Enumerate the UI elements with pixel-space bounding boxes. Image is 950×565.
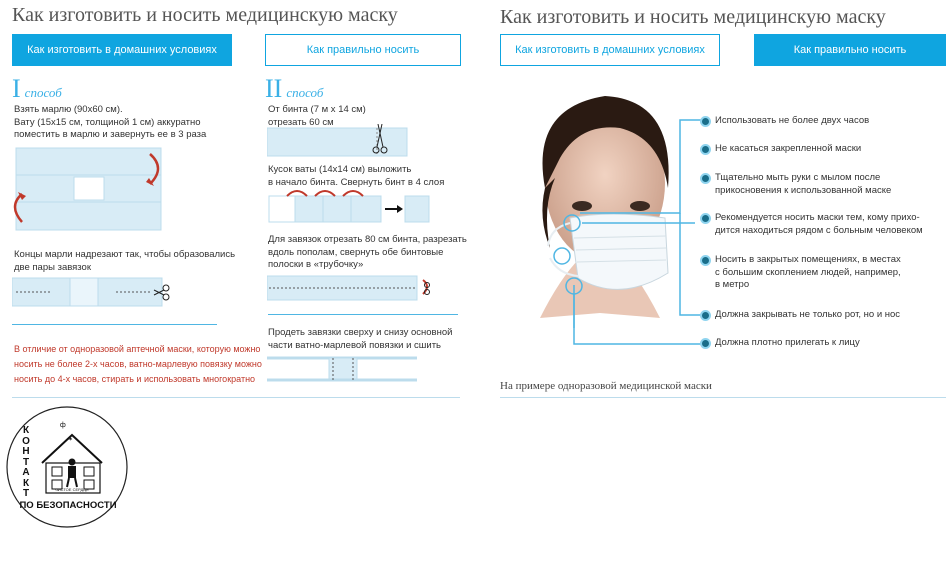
method1-heading [12, 74, 62, 104]
right-tab-how-to-wear[interactable]: Как правильно носить [754, 34, 946, 66]
tip-max-two-hours: Использовать не более двух часов [715, 115, 870, 126]
tip-cover-nose: Должна закрывать не только рот, но и нос [715, 309, 901, 320]
disposable-mask-caption: На примере одноразовой медицинской маски [500, 380, 712, 392]
method2-heading [265, 74, 323, 104]
left-page-title: Как изготовить и носить медицинскую маску [12, 4, 398, 26]
left-bottom-divider [12, 397, 460, 398]
tip-do-not-touch: Не касаться закрепленной маски [715, 143, 862, 154]
method2-divider [268, 314, 458, 315]
method2-numeral: II [265, 74, 283, 103]
tip-bullet-icon [700, 116, 711, 127]
method2-step4-text: Продеть завязки сверху и снизу основной части ватно-марлевой повязки и сшить [268, 327, 453, 351]
tip-fit-tightly: Должна плотно прилегать к лицу [715, 337, 860, 348]
svg-text:✶: ✶ [68, 437, 74, 443]
method2-step2-text: Кусок ваты (14х14 см) выложить в начало бинта. Свернуть бинт в 4 слоя [268, 164, 445, 188]
gauze-ties-illustration [12, 276, 172, 310]
method1-step1-text: Взять марлю (90х60 см). Вату (15х15 см, толщиной 1 см) аккуратно поместить в марлю и завернуть ее в 3 раза [14, 104, 207, 140]
gauze-fold-illustration [8, 140, 168, 240]
bandage-strips-illustration [267, 272, 437, 306]
logo-small-text: ЧИСТОЕ СЕРДЦЕ [55, 487, 89, 492]
logo-bottom-text: ПО БЕЗОПАСНОСТИ [19, 500, 117, 511]
reusable-mask-note: В отличие от одноразовой аптечной маски, которую можно носить не более 2-х часов, ватно-марлевую повязку можно носить до 4-х часов, стирать и использовать многократно [14, 344, 262, 384]
tip-bullet-icon [700, 310, 711, 321]
tip-crowded-places: Носить в закрытых помещениях, в местах с большим скоплением людей, например, в метро [715, 254, 901, 290]
tip-connector-lines [560, 110, 710, 350]
method2-step3-text: Для завязок отрезать 80 см бинта, разрезать вдоль пополам, свернуть обе бинтовые полоски в «трубочку» [268, 234, 467, 270]
svg-text:ф: ф [60, 422, 66, 429]
bandage-sew-illustration [267, 354, 427, 384]
left-tab-make-at-home[interactable]: Как изготовить в домашних условиях [12, 34, 232, 66]
method1-divider [12, 324, 217, 325]
method1-word: способ [24, 85, 62, 100]
logo-vertical-text: КОНТАКТ [22, 425, 30, 499]
tip-bullet-icon [700, 255, 711, 266]
bandage-cut-illustration [267, 124, 412, 160]
tip-bullet-icon [700, 144, 711, 155]
tip-near-sick-person: Рекомендуется носить маски тем, кому прихо- дится находиться рядом с больным человеком [715, 212, 923, 236]
tip-wash-hands: Тщательно мыть руки с мылом после прикосновения к использованной маске [715, 172, 892, 196]
right-tab-make-at-home[interactable]: Как изготовить в домашних условиях [500, 34, 720, 66]
method1-step2-text: Концы марли надрезают так, чтобы образовались две пары завязок [14, 249, 236, 273]
bandage-fold-illustration [267, 188, 432, 228]
tip-bullet-icon [700, 213, 711, 224]
method2-word: способ [286, 85, 324, 100]
right-bottom-divider [500, 397, 946, 398]
method2-step1-text: От бинта (7 м х 14 см) отрезать 60 см [268, 104, 366, 128]
tip-bullet-icon [700, 173, 711, 184]
right-page-title: Как изготовить и носить медицинскую маску [500, 6, 886, 28]
tip-bullet-icon [700, 338, 711, 349]
method1-numeral: I [12, 74, 21, 103]
left-tab-how-to-wear[interactable]: Как правильно носить [265, 34, 461, 66]
